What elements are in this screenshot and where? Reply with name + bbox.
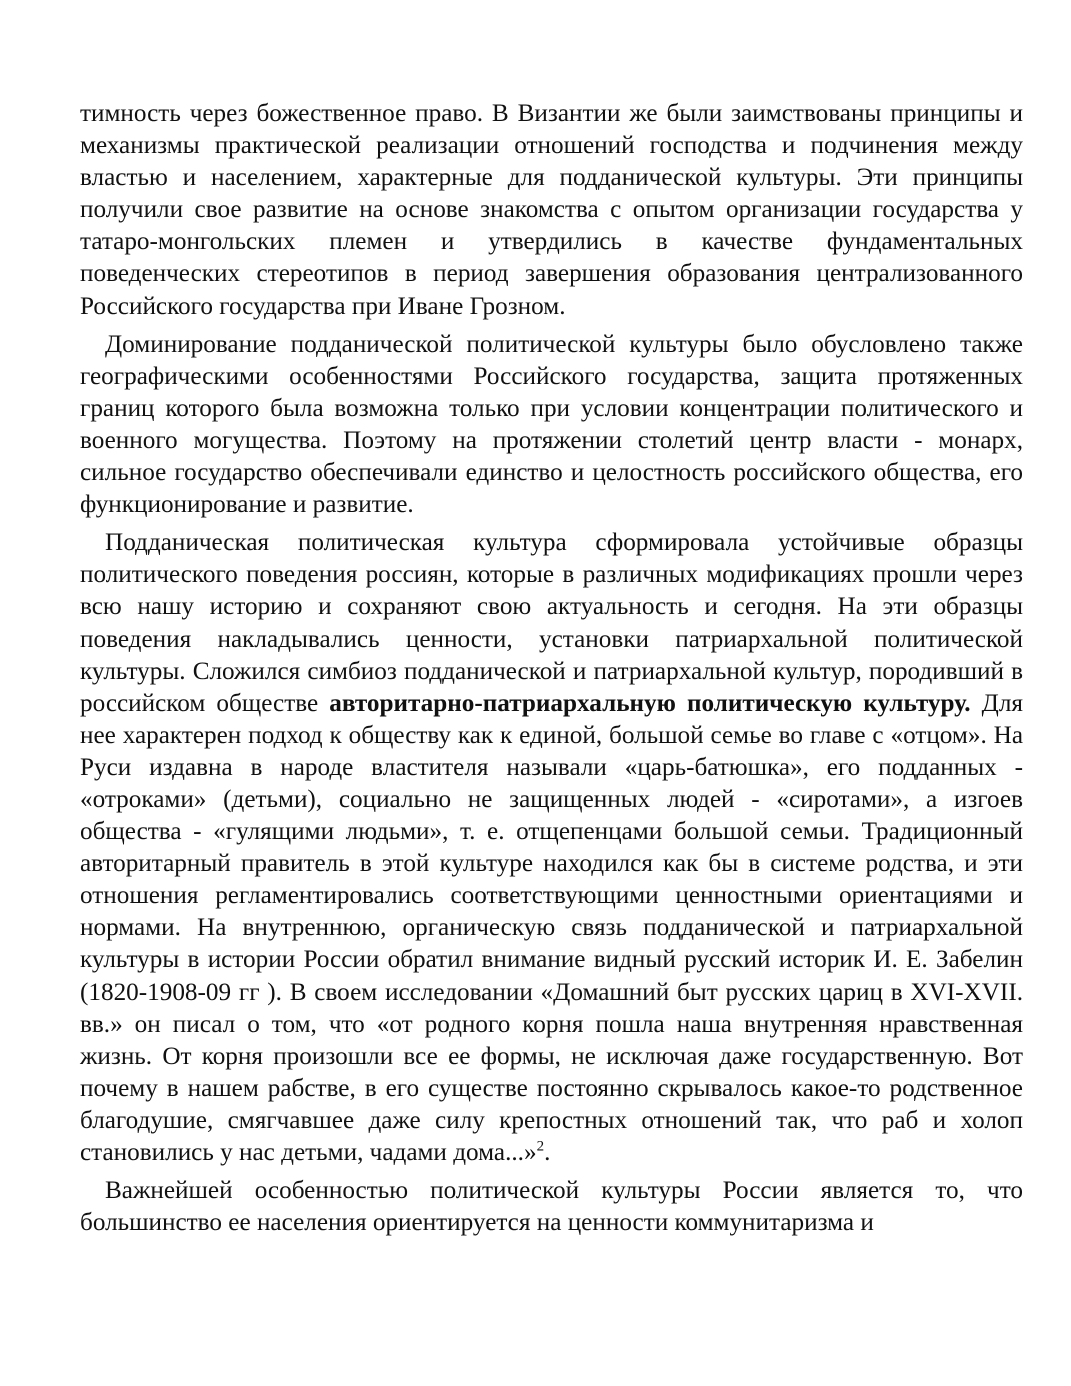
document-page bbox=[80, 98, 1023, 1245]
footnote-marker[interactable]: 2 bbox=[536, 1138, 545, 1155]
paragraph-4: Важнейшей особенностью политической культуры России является то, что большинство ее населения ориентируется на ценности коммунитаризма и bbox=[80, 1177, 1023, 1237]
paragraph-3-end: . bbox=[544, 1139, 551, 1166]
paragraph-2: Доминирование подданической политической культуры было обусловлено также географическими особенностями Российского государства, защита протяженных границ которого была возможна только при условии концентрации политического и военного могущества. Поэтому на протяжении столетий центр власти - монарх, сильное государство обеспечивали единство и целостность российского общества, его функционирование и развитие. bbox=[80, 330, 1023, 519]
paragraph-3-text-before: Подданическая политическая культура сформировала устойчивые образцы политического поведения россиян, которые в различных модификациях прошли через всю нашу историю и сохраняют свою актуальность и сегодня. На эти образцы поведения накладывались ценности, установки патриархальной политической культуры. Сложился симбиоз подданической и патриархальной культур, породивший в российском обществе bbox=[80, 529, 1023, 717]
paragraph-3 bbox=[80, 527, 1023, 1169]
bold-term: авторитарно-патриархальную политическую культуру. bbox=[329, 689, 971, 717]
paragraph-1: тимность через божественное право. В Византии же были заимствованы принципы и механизмы практической реализации отношений господства и подчинения между властью и населением, характерные для подданической культуры. Эти принципы получили свое развитие на основе знакомства с опытом организации государства у татаро-монгольских племен и утвердились в качестве фундаментальных поведенческих стереотипов в период завершения образования централизованного Российского государства при Иване Грозном. bbox=[80, 100, 1023, 320]
paragraph-3-text-after: Для нее характерен подход к обществу как к единой, большой семье во главе с «отцом». На Руси издавна в народе властителя называли «царь-батюшка», его подданных - «отроками» (детьми), социально не защищенных людей - «сиротами», а изгоев общества - «гулящими людьми», т. е. отщепенцами большой семьи. Традиционный авторитарный правитель в этой культуре находился как бы в системе родства, и эти отношения регламентировались соответствующими ценностными ориентациями и нормами. На внутреннюю, органическую связь подданической и патриархальной культуры в истории России обратил внимание видный русский историк И. Е. Забелин (1820-1908-09 гг ). В своем исследовании «Домашний быт русских цариц в XVI-XVII. вв.» он писал о том, что «от родного корня пошла наша внутренняя нравственная жизнь. От корня произошли все ее формы, не исключая даже государственную. Вот почему в нашем рабстве, в его существе постоянно скрывалось какое-то родственное благодушие, смягчавшее даже силу крепостных отношений так, что раб и холоп становились у нас детьми, чадами дома...» bbox=[80, 689, 1023, 1166]
